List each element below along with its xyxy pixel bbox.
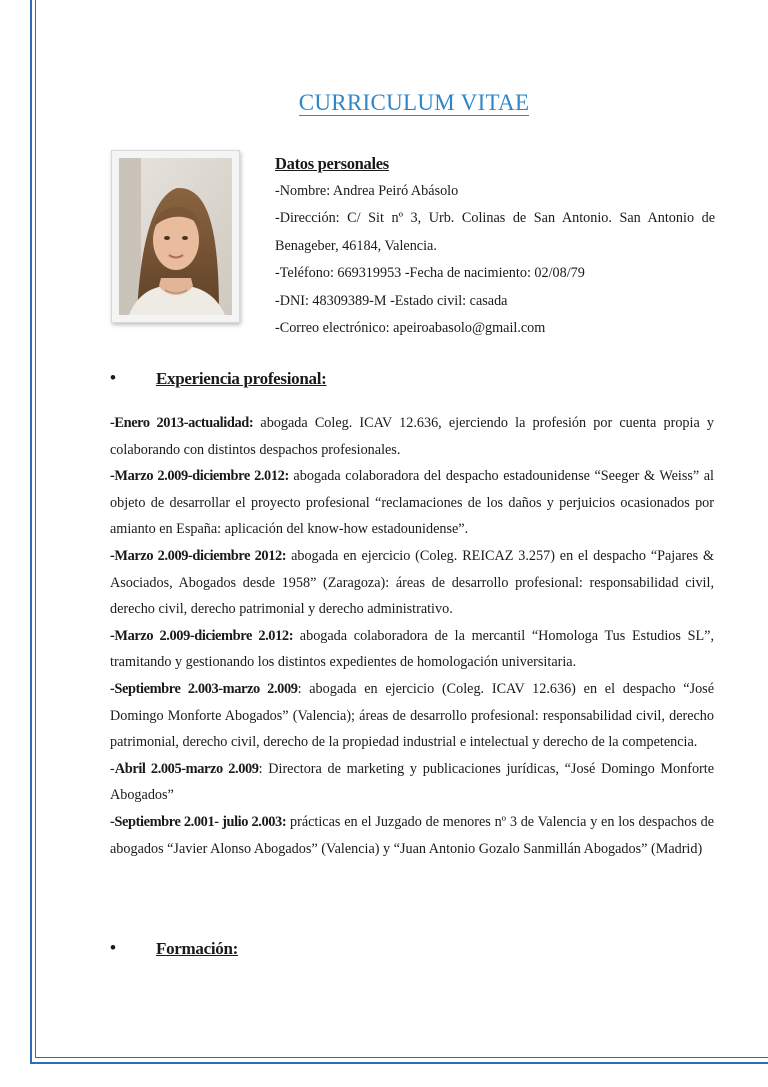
page-border-left-inner (35, 0, 36, 1058)
page-border-bottom-inner (35, 1057, 768, 1058)
experience-date: -Septiembre 2.003-marzo 2.009 (110, 680, 298, 697)
experience-description: abogada colaboradora del despacho estadounidense “Seeger & Weiss” al objeto de desarrollar el proyecto profesional “reclamaciones de los daños y perjuicios ocasionados por amianto en España: aplicación del know-how estadounidense”. (110, 468, 714, 538)
experience-description: : abogada en ejercicio (Coleg. ICAV 12.636) en el despacho “José Domingo Monforte Abogados” (Valencia); áreas de desarrollo profesional: responsabilidad civil, derecho patrimonial, derecho civil, derecho de la propiedad industrial e intelectual y derecho de la competencia. (110, 680, 715, 751)
experience-list (110, 410, 714, 862)
experience-date: -Enero 2013-actualidad: (110, 415, 254, 431)
experience-date: -Marzo 2.009-diciembre 2.012: (110, 468, 289, 485)
bullet-icon: • (110, 368, 116, 387)
bullet-icon: • (110, 938, 116, 957)
document-title: CURRICULUM VITAE (298, 90, 530, 115)
email-line: -Correo electrónico: apeiroabasolo@gmail.com (275, 320, 546, 337)
experience-entry (110, 623, 714, 676)
address-line-1: -Dirección: C/ Sit nº 3, Urb. Colinas de San Antonio. San Antonio de (275, 210, 715, 227)
page-border-left (30, 0, 32, 1062)
experience-entry (110, 809, 714, 862)
experience-entry (110, 676, 714, 756)
experience-description: abogada Coleg. ICAV 12.636, ejerciendo la profesión por cuenta propia y colaborando con distintos despachos profesionales. (110, 415, 714, 458)
personal-data-heading: Datos personales (275, 154, 389, 173)
experience-date: -Septiembre 2.001- julio 2.003: (110, 813, 287, 830)
experience-description: abogada colaboradora de la mercantil “Homologa Tus Estudios SL”, tramitando y gestionando los distintos expedientes de homologación universitaria. (110, 627, 714, 671)
experience-entry: -Abril 2.005-marzo 2.009: Directora de marketing y publicaciones jurídicas, “José Domingo Monforte Abogados” (110, 760, 715, 804)
experience-heading-label: Experiencia profesional: (156, 369, 327, 388)
experience-date: Abril 2.005-marzo 2.009 (114, 760, 259, 777)
experience-description: : Directora de marketing y publicaciones jurídicas, “José Domingo Monforte Abogados” (110, 760, 715, 804)
personal-data-block (275, 150, 715, 342)
education-heading-label: Formación: (156, 939, 238, 958)
name-line: -Nombre: Andrea Peiró Abásolo (275, 183, 459, 199)
experience-description: prácticas en el Juzgado de menores nº 3 de Valencia y en los despachos de abogados “Javier Alonso Abogados” (Valencia) y “Juan Antonio Gozalo Sanmillán Abogados” (Madrid) (110, 813, 714, 857)
phone-birth-line: -Teléfono: 669319953 -Fecha de nacimiento: 02/08/79 (275, 265, 585, 282)
experience-entry (110, 463, 714, 543)
page-border-bottom (30, 1062, 768, 1064)
experience-description: abogada en ejercicio (Coleg. REICAZ 3.257) en el despacho “Pajares & Asociados, Abogados desde 1958” (Zaragoza): áreas de desarrollo profesional: responsabilidad civil, derecho civil, derecho patrimonial y derecho administrativo. (110, 547, 714, 618)
experience-entry (110, 543, 714, 623)
experience-date: -Marzo 2.009-diciembre 2012: (110, 547, 287, 564)
address-line-2: Benageber, 46184, Valencia. (275, 237, 437, 254)
experience-entry (110, 410, 714, 463)
dni-status-line: -DNI: 48309389-M -Estado civil: casada (275, 292, 508, 309)
profile-photo (111, 150, 240, 323)
experience-date: -Marzo 2.009-diciembre 2.012: (110, 627, 294, 644)
